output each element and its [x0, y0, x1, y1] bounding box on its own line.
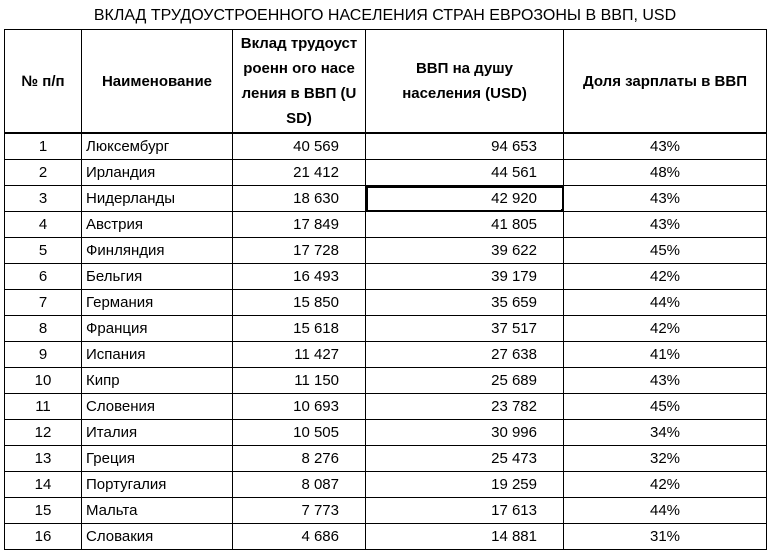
cell-num[interactable]: 6	[5, 264, 82, 290]
cell-contribution[interactable]: 16 493	[233, 264, 366, 290]
cell-contribution[interactable]: 10 693	[233, 394, 366, 420]
cell-share[interactable]: 34%	[564, 420, 767, 446]
cell-share[interactable]: 31%	[564, 524, 767, 550]
table-row	[5, 420, 767, 446]
cell-num[interactable]: 11	[5, 394, 82, 420]
cell-contribution[interactable]: 8 087	[233, 472, 366, 498]
cell-num[interactable]: 9	[5, 342, 82, 368]
cell-gdp[interactable]: 19 259	[366, 472, 564, 498]
cell-name[interactable]: Нидерланды	[82, 186, 233, 212]
cell-num[interactable]: 15	[5, 498, 82, 524]
table-row	[5, 394, 767, 420]
table-row	[5, 212, 767, 238]
cell-name[interactable]: Ирландия	[82, 160, 233, 186]
cell-name[interactable]: Австрия	[82, 212, 233, 238]
cell-share[interactable]: 42%	[564, 264, 767, 290]
cell-contribution[interactable]: 40 569	[233, 133, 366, 160]
cell-name[interactable]: Кипр	[82, 368, 233, 394]
cell-contribution[interactable]: 18 630	[233, 186, 366, 212]
cell-name[interactable]: Франция	[82, 316, 233, 342]
cell-gdp[interactable]: 41 805	[366, 212, 564, 238]
cell-name[interactable]: Испания	[82, 342, 233, 368]
cell-gdp[interactable]: 42 920	[366, 186, 564, 212]
cell-name[interactable]: Португалия	[82, 472, 233, 498]
cell-share[interactable]: 43%	[564, 212, 767, 238]
cell-name[interactable]: Бельгия	[82, 264, 233, 290]
cell-contribution[interactable]: 15 618	[233, 316, 366, 342]
cell-gdp[interactable]: 37 517	[366, 316, 564, 342]
table-row	[5, 498, 767, 524]
cell-name[interactable]: Люксембург	[82, 133, 233, 160]
cell-gdp[interactable]: 14 881	[366, 524, 564, 550]
cell-share[interactable]: 44%	[564, 290, 767, 316]
cell-num[interactable]: 4	[5, 212, 82, 238]
cell-gdp[interactable]: 39 179	[366, 264, 564, 290]
cell-name[interactable]: Италия	[82, 420, 233, 446]
cell-share[interactable]: 41%	[564, 342, 767, 368]
cell-name[interactable]: Словения	[82, 394, 233, 420]
cell-num[interactable]: 10	[5, 368, 82, 394]
table-row	[5, 160, 767, 186]
cell-share[interactable]: 32%	[564, 446, 767, 472]
cell-gdp[interactable]: 30 996	[366, 420, 564, 446]
cell-gdp[interactable]: 27 638	[366, 342, 564, 368]
table-row	[5, 524, 767, 550]
cell-contribution[interactable]: 17 728	[233, 238, 366, 264]
cell-contribution[interactable]: 21 412	[233, 160, 366, 186]
cell-contribution[interactable]: 11 150	[233, 368, 366, 394]
sheet-title: ВКЛАД ТРУДОУСТРОЕННОГО НАСЕЛЕНИЯ СТРАН ЕВРОЗОНЫ В ВВП, USD	[93, 7, 677, 24]
cell-num[interactable]: 7	[5, 290, 82, 316]
header-contribution-text: Вклад трудоустроенн ого населения в ВВП (USD)	[240, 35, 358, 127]
cell-contribution[interactable]: 15 850	[233, 290, 366, 316]
cell-gdp[interactable]: 25 689	[366, 368, 564, 394]
cell-num[interactable]: 1	[5, 133, 82, 160]
cell-name[interactable]: Греция	[82, 446, 233, 472]
cell-gdp[interactable]: 35 659	[366, 290, 564, 316]
table-row	[5, 472, 767, 498]
table-row	[5, 133, 767, 160]
table-row	[5, 186, 767, 212]
cell-contribution[interactable]: 11 427	[233, 342, 366, 368]
header-num[interactable]: № п/п	[5, 30, 82, 134]
cell-contribution[interactable]: 17 849	[233, 212, 366, 238]
cell-share[interactable]: 45%	[564, 394, 767, 420]
cell-name[interactable]: Мальта	[82, 498, 233, 524]
cell-num[interactable]: 16	[5, 524, 82, 550]
cell-num[interactable]: 14	[5, 472, 82, 498]
table-row	[5, 368, 767, 394]
header-gdp[interactable]	[366, 30, 564, 134]
cell-contribution[interactable]: 10 505	[233, 420, 366, 446]
table-row	[5, 316, 767, 342]
cell-gdp[interactable]: 94 653	[366, 133, 564, 160]
cell-share[interactable]: 43%	[564, 368, 767, 394]
table-row	[5, 446, 767, 472]
cell-share[interactable]: 43%	[564, 133, 767, 160]
cell-name[interactable]: Финляндия	[82, 238, 233, 264]
cell-contribution[interactable]: 4 686	[233, 524, 366, 550]
table-row	[5, 238, 767, 264]
table-row	[5, 264, 767, 290]
header-row	[5, 30, 767, 134]
cell-gdp[interactable]: 17 613	[366, 498, 564, 524]
cell-contribution[interactable]: 8 276	[233, 446, 366, 472]
cell-gdp[interactable]: 23 782	[366, 394, 564, 420]
header-name[interactable]: Наименование	[82, 30, 233, 134]
data-table	[4, 29, 767, 550]
header-share[interactable]: Доля зарплаты в ВВП	[564, 30, 767, 134]
cell-share[interactable]: 42%	[564, 316, 767, 342]
cell-share[interactable]: 42%	[564, 472, 767, 498]
cell-gdp[interactable]: 25 473	[366, 446, 564, 472]
cell-name[interactable]: Словакия	[82, 524, 233, 550]
cell-contribution[interactable]: 7 773	[233, 498, 366, 524]
cell-gdp[interactable]: 44 561	[366, 160, 564, 186]
cell-share[interactable]: 43%	[564, 186, 767, 212]
cell-gdp[interactable]: 39 622	[366, 238, 564, 264]
table-row	[5, 290, 767, 316]
cell-num[interactable]: 12	[5, 420, 82, 446]
cell-num[interactable]: 5	[5, 238, 82, 264]
cell-num[interactable]: 2	[5, 160, 82, 186]
cell-share[interactable]: 48%	[564, 160, 767, 186]
header-contribution[interactable]	[233, 30, 366, 134]
cell-num[interactable]: 8	[5, 316, 82, 342]
cell-num[interactable]: 13	[5, 446, 82, 472]
header-gdp-text: ВВП на душу населения (USD)	[402, 60, 527, 102]
cell-num[interactable]: 3	[5, 186, 82, 212]
cell-name[interactable]: Германия	[82, 290, 233, 316]
cell-share[interactable]: 44%	[564, 498, 767, 524]
table-row	[5, 342, 767, 368]
table-body	[5, 133, 767, 550]
cell-share[interactable]: 45%	[564, 238, 767, 264]
